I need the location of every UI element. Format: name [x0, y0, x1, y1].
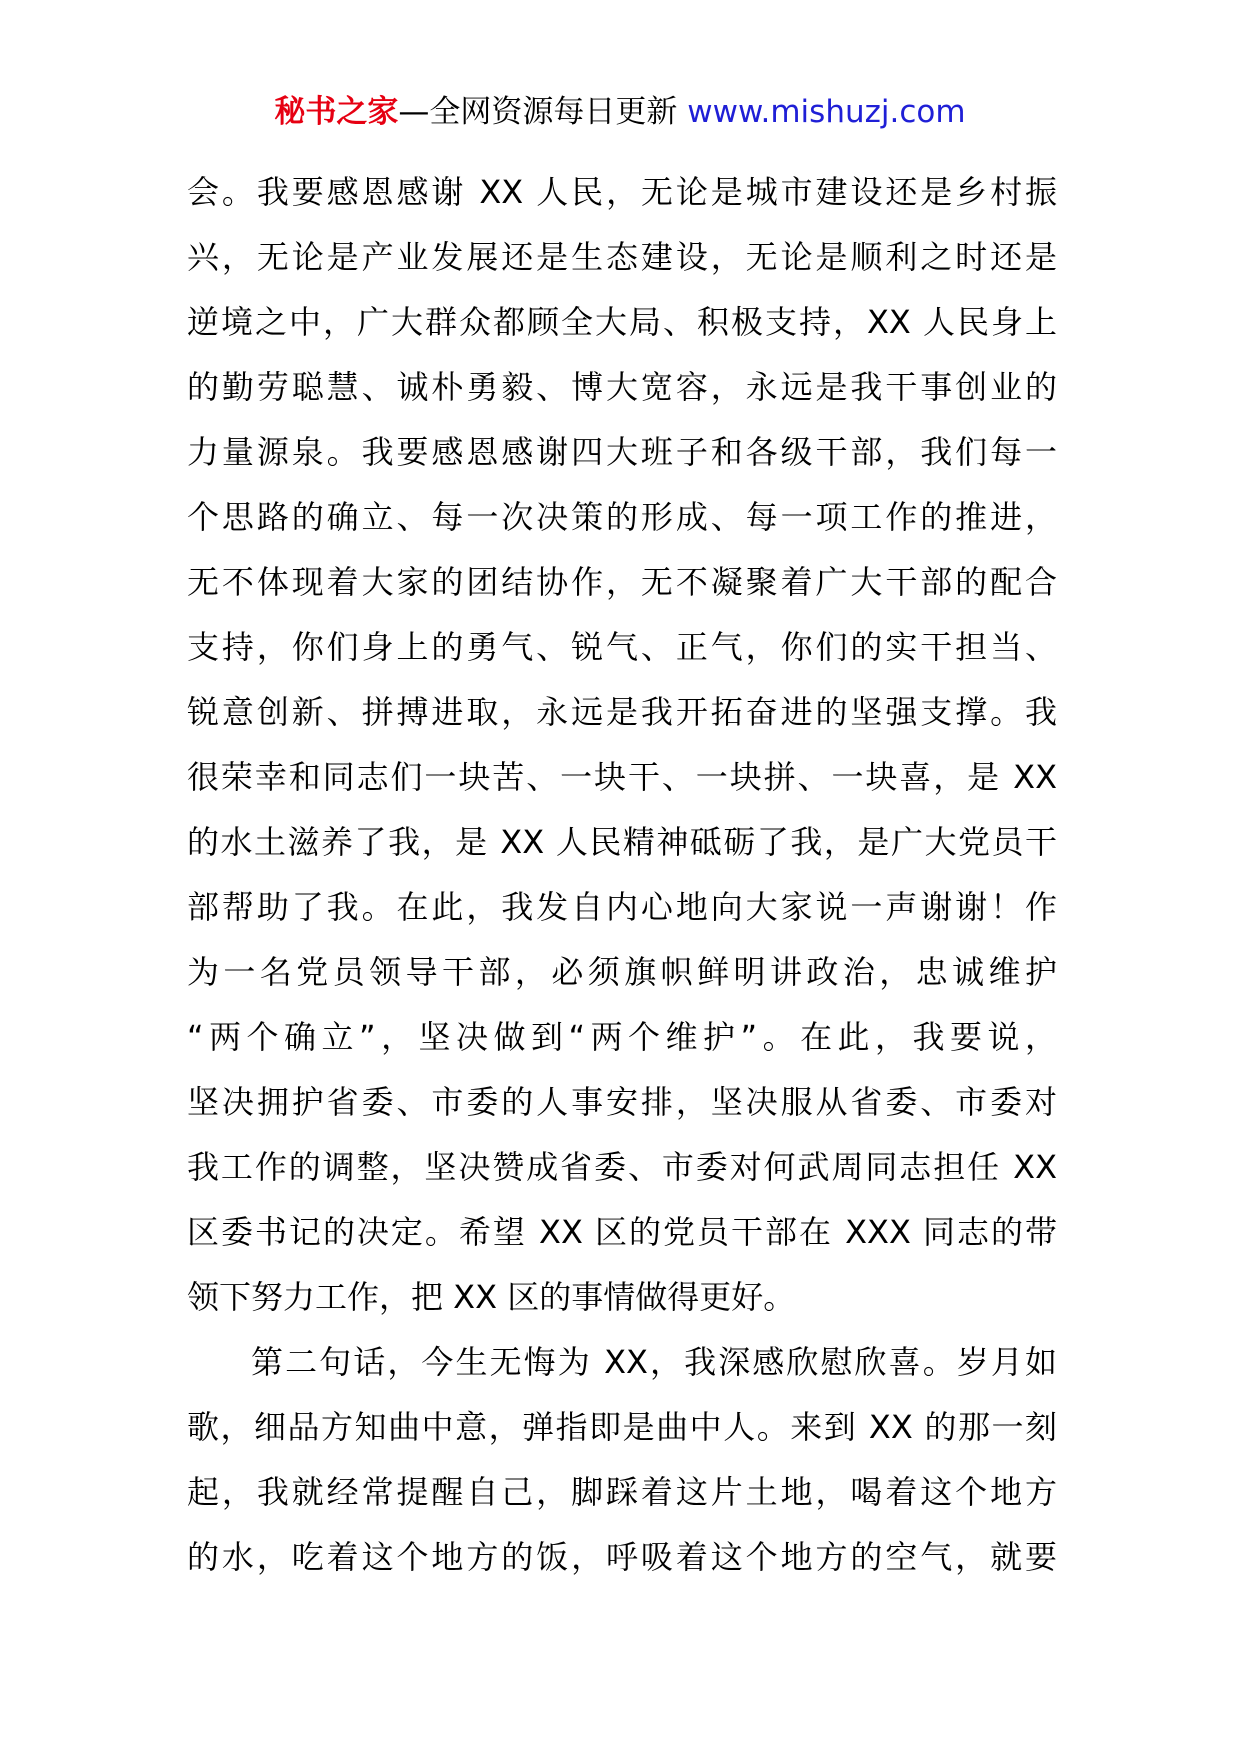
site-brand: 秘书之家 — [274, 94, 399, 130]
text-line: 我工作的调整，坚决赞成省委、市委对何武周同志担任 XX — [187, 1148, 1057, 1186]
text-line: 坚决拥护省委、市委的人事安排，坚决服从省委、市委对 — [187, 1083, 1057, 1121]
site-header — [0, 92, 1240, 132]
text-line: 很荣幸和同志们一块苦、一块干、一块拼、一块喜，是 XX — [187, 758, 1057, 796]
site-tagline: —全网资源每日更新 — [398, 94, 688, 130]
paragraph-2 — [187, 1330, 1057, 1590]
text-line: 起，我就经常提醒自己，脚踩着这片土地，喝着这个地方 — [187, 1473, 1057, 1511]
text-line: 兴，无论是产业发展还是生态建设，无论是顺利之时还是 — [187, 238, 1057, 276]
text-line: 的水土滋养了我，是 XX 人民精神砥砺了我，是广大党员干 — [187, 823, 1057, 861]
text-line: 为一名党员领导干部，必须旗帜鲜明讲政治，忠诚维护 — [187, 953, 1057, 991]
text-line: 个思路的确立、每一次决策的形成、每一项工作的推进， — [187, 498, 1057, 536]
text-line: 会。我要感恩感谢 XX 人民，无论是城市建设还是乡村振 — [187, 173, 1057, 211]
text-line: 的勤劳聪慧、诚朴勇毅、博大宽容，永远是我干事创业的 — [187, 368, 1057, 406]
site-url-link[interactable]: www.mishuzj.com — [687, 94, 966, 130]
text-line: 区委书记的决定。希望 XX 区的党员干部在 XXX 同志的带 — [187, 1213, 1057, 1251]
text-line: “两个确立”，坚决做到“两个维护”。在此，我要说， — [187, 1018, 1057, 1056]
text-line: 领下努力工作，把 XX 区的事情做得更好。 — [187, 1278, 796, 1316]
text-line: 部帮助了我。在此，我发自内心地向大家说一声谢谢！作 — [187, 888, 1057, 926]
text-line: 支持，你们身上的勇气、锐气、正气，你们的实干担当、 — [187, 628, 1057, 666]
text-line: 无不体现着大家的团结协作，无不凝聚着广大干部的配合 — [187, 563, 1057, 601]
text-line: 逆境之中，广大群众都顾全大局、积极支持，XX 人民身上 — [187, 303, 1057, 341]
text-line: 歌，细品方知曲中意，弹指即是曲中人。来到 XX 的那一刻 — [187, 1408, 1057, 1446]
text-line: 第二句话，今生无悔为 XX，我深感欣慰欣喜。岁月如 — [251, 1343, 1057, 1381]
text-line: 力量源泉。我要感恩感谢四大班子和各级干部，我们每一 — [187, 433, 1057, 471]
text-line: 的水，吃着这个地方的饭，呼吸着这个地方的空气，就要 — [187, 1538, 1057, 1576]
paragraph-1 — [187, 160, 1057, 1330]
document-body — [187, 160, 1057, 1590]
text-line: 锐意创新、拼搏进取，永远是我开拓奋进的坚强支撑。我 — [187, 693, 1057, 731]
